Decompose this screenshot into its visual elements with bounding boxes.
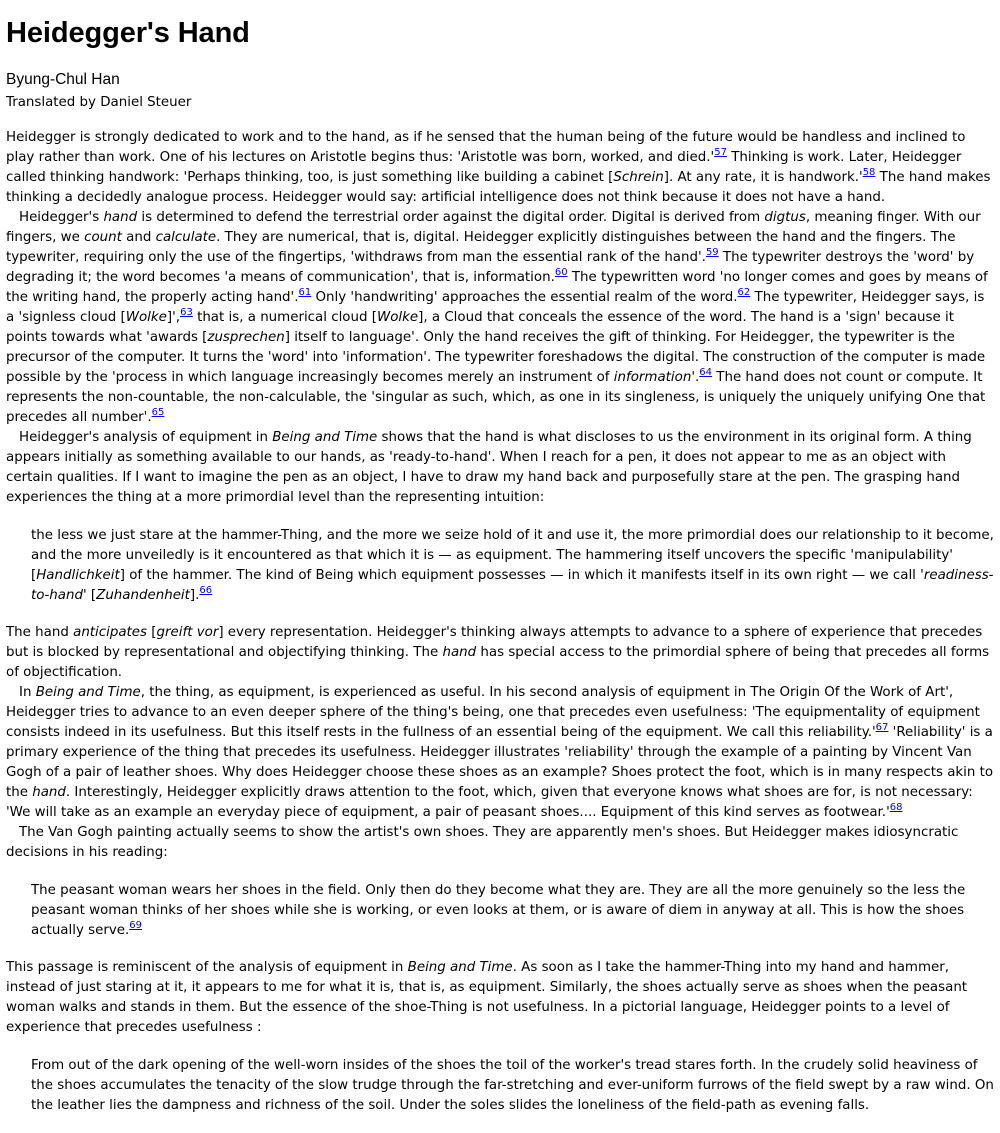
italic-text: Being and Time [272, 430, 378, 445]
text-run: Thinking is work. Later, Heidegger called thinking handwork: 'Perhaps thinking, too, is just something like building a cabinet [ [6, 150, 962, 185]
italic-text: zusprechen [207, 330, 285, 345]
italic-text: hand [103, 210, 138, 225]
text-run: is determined to defend the terrestrial order against the digital order. Digital is derived from [137, 210, 765, 225]
footnote-marker [738, 287, 751, 298]
text-run: The typewritten word 'no longer comes and goes by means of the writing hand, the properly acting hand'. [6, 270, 988, 305]
text-run: The hand makes thinking a decidedly analogue process. Heidegger would say: artificial intelligence does not think because it does not have a hand. [6, 170, 991, 205]
italic-text: Being and Time [35, 685, 141, 700]
footnote-link[interactable]: 59 [705, 247, 719, 258]
italic-text: Zuhandenheit [96, 588, 190, 603]
text-run: . Interestingly, Heidegger explicitly draws attention to the foot, which, given that everyone knows what shoes are for, is not necessary: 'We will take as an example an everyday piece of equipment, a pair of peasant shoes.... Equipment of this kind serves as footwear.' [6, 785, 973, 820]
text-run: From out of the dark opening of the well-worn insides of the shoes the toil of the worker's tread stares forth. In the crudely solid heaviness of the shoes accumulates the tenacity of the slow trudge through the far-stretching and ever-uniform furrows of the field swept by a raw wind. On the leather lies the dampness and richness of the soil. Under the soles slides the loneliness of the field-path as evening falls. [31, 1058, 994, 1113]
footnote-link[interactable]: 61 [298, 287, 312, 298]
block-quote [31, 526, 994, 606]
text-run: The hand [6, 625, 74, 640]
text-run: [ [147, 625, 157, 640]
footnote-link[interactable]: 64 [699, 367, 713, 378]
text-run: . As soon as I take the hammer-Thing into my hand and hammer, instead of just staring at it, it appears to me for what it is, that is, as equipment. Similarly, the shoes actually serve as shoes when the peasant woman walks and stands in them. But the essence of the shoe-Thing is not usefulness. In a pictorial language, Heidegger points to a level of experience that precedes usefulness : [6, 960, 968, 1035]
italic-text: digtus [764, 210, 806, 225]
text-run: , meaning finger. With our fingers, we [6, 210, 981, 245]
page-title: Heidegger's Hand [6, 17, 250, 49]
text-run: This passage is reminiscent of the analysis of equipment in [6, 960, 408, 975]
text-run: has special access to the primordial sphere of being that precedes all forms of objectification. [6, 645, 990, 680]
footnote-link[interactable]: 69 [129, 920, 143, 931]
paragraph [6, 128, 994, 208]
text-run: '. [691, 370, 700, 385]
text-run: ], a Cloud that conceals the essence of the word. The hand is a 'sign' because it points towards what 'awards [ [6, 310, 954, 345]
text-run: Heidegger's [19, 210, 104, 225]
footnote-marker [863, 167, 876, 178]
article-body [6, 128, 994, 1116]
footnote-marker [180, 307, 193, 318]
text-run: ]. [189, 588, 200, 603]
italic-text: Being and Time [407, 960, 513, 975]
block-quote [31, 1056, 994, 1116]
text-run: The Van Gogh painting actually seems to show the artist's own shoes. They are apparently men's shoes. But Heidegger makes idiosyncratic decisions in his reading: [6, 825, 959, 860]
footnote-marker [699, 367, 712, 378]
italic-text: Wolke [125, 310, 167, 325]
footnote-marker [876, 722, 889, 733]
italic-text: anticipates [73, 625, 148, 640]
footnote-link[interactable]: 57 [714, 147, 727, 158]
footnote-marker [890, 802, 903, 813]
italic-text: Schrein [613, 170, 664, 185]
footnote-link[interactable]: 60 [554, 267, 568, 278]
paragraph [6, 823, 994, 863]
footnote-marker [199, 585, 212, 596]
footnote-marker [706, 247, 719, 258]
footnote-link[interactable]: 62 [737, 287, 751, 298]
text-run: Heidegger is strongly dedicated to work and to the hand, as if he sensed that the human being of the future would be handless and inclined to play rather than work. One of his lectures on Aristotle begins thus: 'Aristotle was born, worked, and died.' [6, 130, 966, 165]
text-run: The typewriter, Heidegger says, is a 'signless cloud [ [6, 290, 985, 325]
author-name: Byung-Chul Han [6, 71, 120, 88]
text-run: that is, a numerical cloud [ [192, 310, 377, 325]
paragraph [6, 958, 994, 1038]
italic-text: hand [442, 645, 477, 660]
text-run: The hand does not count or compute. It represents the non-countable, the non-calculable, the 'singular as such, which, as one in its singleness, is uniquely the uniquely unifying One that precedes all number'. [6, 370, 986, 425]
italic-text: information [613, 370, 692, 385]
text-run: ] of the hammer. The kind of Being which equipment possesses — in which it manifests itself in its own right — we call ' [119, 568, 924, 583]
footnote-marker [152, 407, 165, 418]
text-run: , the thing, as equipment, is experienced as useful. In his second analysis of equipment in The Origin Of the Work of Art', Heidegger tries to advance to an even deeper sphere of the thing's being, one that precedes even usefulness: 'The equipmentality of equipment consists indeed in its usefulness. But this itself rests in the fullness of an essential being of the equipment. We call this reliability.' [6, 685, 980, 740]
footnote-link[interactable]: 68 [889, 802, 903, 813]
footnote-link[interactable]: 63 [180, 307, 193, 318]
footnote-link[interactable]: 58 [862, 167, 876, 178]
text-run: ]', [166, 310, 181, 325]
footnote-marker [714, 147, 727, 158]
italic-text: Wolke [376, 310, 419, 325]
text-run: ] itself to language'. Only the hand receives the gift of thinking. For Heidegger, the typewriter is the precursor of the computer. It turns the 'word' into 'information'. The typewriter foreshadows the digital. The construction of the computer is made possible by the 'process in which language increasingly becomes merely an instrument of [6, 330, 986, 385]
paragraph [6, 623, 994, 683]
block-quote [31, 881, 994, 941]
footnote-link[interactable]: 66 [199, 585, 213, 596]
text-run: shows that the hand is what discloses to us the environment in its original form. A thing appears initially as something available to our hands, as 'ready-to-hand'. When I reach for a pen, it does not appear to me as an object with certain qualities. If I want to imagine the pen as an object, I have to draw my hand back and purposefully stare at the pen. The grasping hand experiences the thing at a more primordial level than the representing intuition: [6, 430, 972, 505]
text-run: In [19, 685, 36, 700]
paragraph [6, 683, 994, 823]
text-run: and [121, 230, 156, 245]
text-run: 'Reliability' is a primary experience of the thing that precedes its usefulness. Heidegger illustrates 'reliability' through the example of a painting by Vincent Van Gogh of a pair of leather shoes. Why does Heidegger choose these shoes as an example? Shoes protect the foot, which is in many respects akin to the [6, 725, 994, 800]
italic-text: greift vor [156, 625, 219, 640]
text-run: ] every representation. Heidegger's thinking always attempts to advance to a sphere of experience that precedes but is blocked by representational and objectifying thinking. The [6, 625, 983, 660]
paragraph [6, 208, 994, 428]
footnote-link[interactable]: 65 [151, 407, 165, 418]
text-run: ' [ [82, 588, 97, 603]
text-run: The typewriter destroys the 'word' by degrading it; the word becomes 'a means of communication', that is, information. [6, 250, 975, 285]
italic-text: calculate [155, 230, 217, 245]
text-run: ]. At any rate, it is handwork.' [663, 170, 863, 185]
text-run: . They are numerical, that is, digital. Heidegger explicitly distinguishes between the hand and the fingers. The typewriter, requiring only the use of the fingertips, 'withdraws from man the essential rank of the hand'. [6, 230, 956, 265]
italic-text: Handlichkeit [36, 568, 120, 583]
translator-credit: Translated by Daniel Steuer [6, 95, 192, 110]
text-run: Only 'handwriting' approaches the essential realm of the word. [311, 290, 738, 305]
footnote-marker [129, 920, 142, 931]
italic-text: count [84, 230, 122, 245]
footnote-marker [555, 267, 568, 278]
paragraph [6, 428, 994, 508]
italic-text: readiness-to-hand [31, 568, 994, 603]
text-run: the less we just stare at the hammer-Thing, and the more we seize hold of it and use it, the more primordial does our relationship to it become, and the more unveiledly is it encountered as that which it is — as equipment. The hammering itself uncovers the specific 'manipulability' [ [31, 528, 994, 583]
text-run: The peasant woman wears her shoes in the field. Only then do they become what they are. They are all the more genuinely so the less the peasant woman thinks of her shoes while she is working, or even looks at them, or is aware of diem in anyway at all. This is how the shoes actually serve. [31, 883, 966, 938]
text-run: Heidegger's analysis of equipment in [19, 430, 273, 445]
footnote-marker [299, 287, 312, 298]
footnote-link[interactable]: 67 [875, 722, 889, 733]
italic-text: hand [32, 785, 66, 800]
